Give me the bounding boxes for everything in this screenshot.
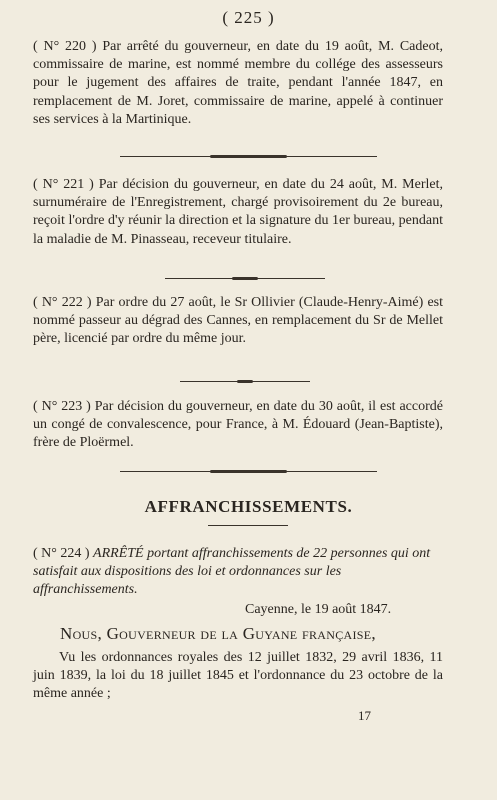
entry-number: ( N° 223 )	[33, 399, 91, 414]
entry-220	[33, 38, 443, 129]
entry-number: ( N° 220 )	[33, 39, 97, 54]
separator-rule	[165, 277, 325, 280]
entry-number: ( N° 222 )	[33, 295, 92, 310]
vu-clause: Vu les ordonnances royales des 12 juillet 1832, 29 avril 1836, 11 juin 1839, la loi du 18 juillet 1845 et l'ordonnance du 23 octobre de la même année ;	[33, 650, 443, 701]
section-heading: AFFRANCHISSEMENTS.	[144, 497, 353, 516]
entry-text: Par décision du gouverneur, en date du 30 août, il est accordé un congé de convalescence, pour France, à M. Édouard (Jean-Baptiste), frère de Ploërmel.	[33, 399, 443, 451]
entry-text: Par arrêté du gouverneur, en date du 19 août, M. Cadeot, commissaire de marine, est nommé membre du collége des assesseurs pour le jugement des affaires de traite, pendant l'année 1847, en remplacement de M. Joret, commissaire de marine, appelé à continuer ses services à la Martinique.	[33, 39, 443, 127]
separator-rule	[120, 155, 377, 158]
arrete-title: ARRÊTÉ portant affranchissements de 22 personnes qui ont satisfait aux dispositions des loi et ordonnances sur les affranchissements.	[33, 546, 431, 597]
entry-text: Par ordre du 27 août, le Sr Ollivier (Claude-Henry-Aimé) est nommé passeur au dégrad des Cannes, en remplacement du Sr de Mellet père, licencié par ordre du même jour.	[33, 295, 443, 347]
dateline: Cayenne, le 19 août 1847.	[245, 602, 392, 617]
heading-rule	[208, 525, 288, 526]
preamble-nous: Nous, Gouverneur de la Guyane française,	[60, 624, 376, 643]
signature-mark: 17	[358, 708, 371, 723]
entry-221	[33, 176, 443, 249]
entry-223	[33, 398, 443, 453]
entry-number: ( N° 221 )	[33, 177, 94, 192]
entry-text: Par décision du gouverneur, en date du 24 août, M. Merlet, surnuméraire de l'Enregistrement, chargé provisoirement du 2e bureau, reçoit l'ordre d'y réunir la direction et la signature du 1er bureau, pendant la maladie de M. Pinasseau, receveur titulaire.	[33, 177, 443, 247]
page-folio: ( 225 )	[222, 8, 275, 27]
entry-222	[33, 294, 443, 349]
separator-rule	[120, 470, 377, 473]
arrete-224	[33, 545, 443, 599]
separator-rule	[180, 380, 310, 383]
arrete-number: ( N° 224 )	[33, 546, 90, 561]
